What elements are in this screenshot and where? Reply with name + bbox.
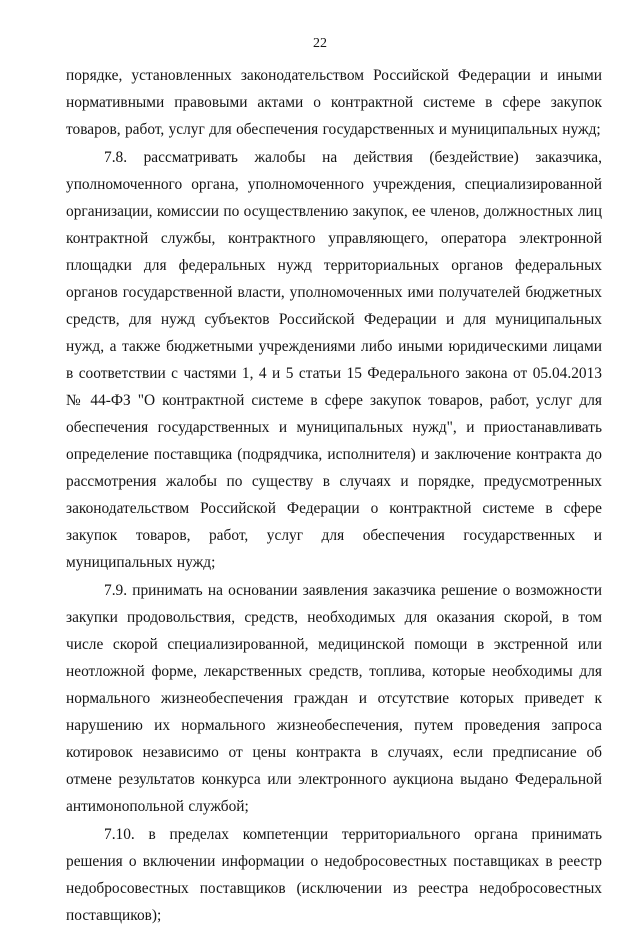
paragraph-7-8: 7.8. рассматривать жалобы на действия (бездействие) заказчика, уполномоченного органа, уполномоченного учреждения, специализированной организации, комиссии по осуществлению закупок, ее членов, должностных лиц контрактной службы, контрактного управляющего, оператора электронной площадки для федеральных нужд территориальных органов федеральных органов государственной власти, уполномоченных ими получателей бюджетных средств, для нужд субъектов Российской Федерации и для муниципальных нужд, а также бюджетными учреждениями либо иными юридическими лицами в соответствии с частями 1, 4 и 5 статьи 15 Федерального закона от 05.04.2013 № 44-ФЗ "О контрактной системе в сфере закупок товаров, работ, услуг для обеспечения государственных и муниципальных нужд", и приостанавливать определение поставщика (подрядчика, исполнителя) и заключение контракта до рассмотрения жалобы по существу в случаях и порядке, предусмотренных законодательством Российской Федерации о контрактной системе в сфере закупок товаров, работ, услуг для обеспечения государственных и муниципальных нужд; [66,149,602,571]
paragraph-7-10: 7.10. в пределах компетенции территориального органа принимать решения о включении информации о недобросовестных поставщиках в реестр недобросовестных поставщиков (исключении из реестра недобросовестных поставщиков); [66,826,602,924]
paragraph-continuation: порядке, установленных законодательством Российской Федерации и иными нормативными правовыми актами о контрактной системе в сфере закупок товаров, работ, услуг для обеспечения государственных и муниципальных нужд; [66,67,602,138]
document-body [66,62,602,929]
paragraph-7-9: 7.9. принимать на основании заявления заказчика решение о возможности закупки продовольствия, средств, необходимых для оказания скорой, в том числе скорой специализированной, медицинской помощи в экстренной или неотложной форме, лекарственных средств, топлива, которые необходимы для нормального жизнеобеспечения граждан и отсутствие которых приведет к нарушению их нормального жизнеобеспечения, путем проведения запроса котировок независимо от цены контракта в случаях, если предписание об отмене результатов конкурса или электронного аукциона выдано Федеральной антимонопольной службой; [66,582,602,815]
page-number: 22 [313,36,327,51]
